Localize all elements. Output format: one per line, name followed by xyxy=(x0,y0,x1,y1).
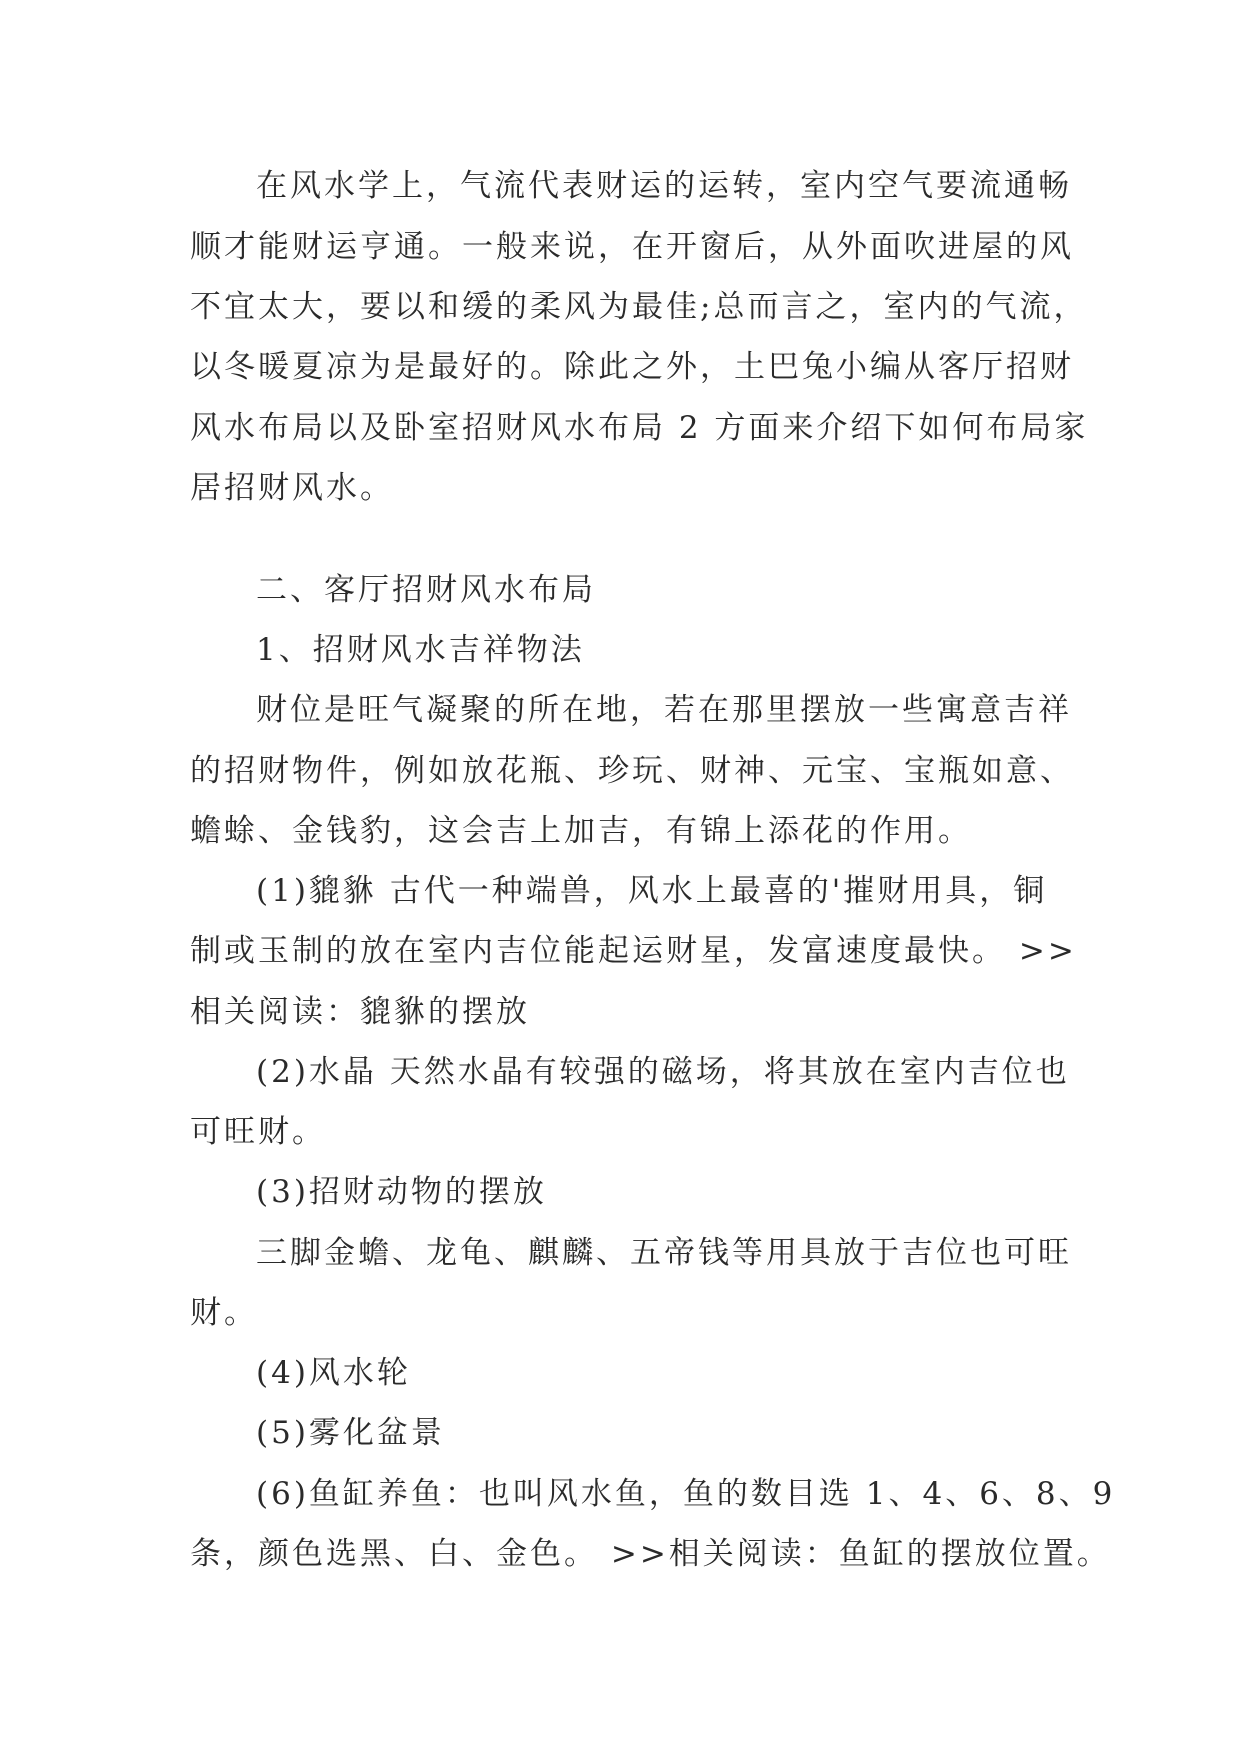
paragraph-line: 不宜太大，要以和缓的柔风为最佳;总而言之，室内的气流， xyxy=(190,289,1088,325)
paragraph-line: 财。 xyxy=(190,1295,258,1331)
list-item-line: 条，颜色选黑、白、金色。 >>相关阅读：鱼缸的摆放位置。 xyxy=(190,1536,1111,1572)
list-item-line: 相关阅读：貔貅的摆放 xyxy=(190,994,530,1030)
paragraph-line: 的招财物件，例如放花瓶、珍玩、财神、元宝、宝瓶如意、 xyxy=(190,753,1074,789)
paragraph-line: 财位是旺气凝聚的所在地，若在那里摆放一些寓意吉祥 xyxy=(256,692,1072,728)
paragraph-line: 居招财风水。 xyxy=(190,470,394,506)
paragraph-line: 在风水学上，气流代表财运的运转，室内空气要流通畅 xyxy=(256,168,1072,204)
list-item: (5)雾化盆景 xyxy=(256,1415,445,1451)
list-item: (4)风水轮 xyxy=(256,1355,411,1391)
paragraph-line: 风水布局以及卧室招财风水布局 2 方面来介绍下如何布局家 xyxy=(190,410,1089,446)
list-item-line: 可旺财。 xyxy=(190,1114,326,1150)
list-item: (3)招财动物的摆放 xyxy=(256,1174,547,1210)
subheading: 1、招财风水吉祥物法 xyxy=(256,632,585,668)
paragraph-line: 以冬暖夏凉为是最好的。除此之外，土巴兔小编从客厅招财 xyxy=(190,349,1074,385)
list-item-line: (2)水晶 天然水晶有较强的磁场，将其放在室内吉位也 xyxy=(256,1054,1070,1090)
paragraph-line: 三脚金蟾、龙龟、麒麟、五帝钱等用具放于吉位也可旺 xyxy=(256,1235,1072,1271)
list-item-line: (1)貔貅 古代一种端兽，风水上最喜的'摧财用具，铜 xyxy=(256,873,1048,909)
paragraph-line: 顺才能财运亨通。一般来说，在开窗后，从外面吹进屋的风 xyxy=(190,229,1074,265)
list-item-line: (6)鱼缸养鱼：也叫风水鱼，鱼的数目选 1、4、6、8、9 xyxy=(256,1476,1116,1512)
paragraph-line: 蟾蜍、金钱豹，这会吉上加吉，有锦上添花的作用。 xyxy=(190,813,972,849)
list-item-line: 制或玉制的放在室内吉位能起运财星，发富速度最快。 >> xyxy=(190,933,1077,969)
section-heading: 二、客厅招财风水布局 xyxy=(256,572,596,608)
